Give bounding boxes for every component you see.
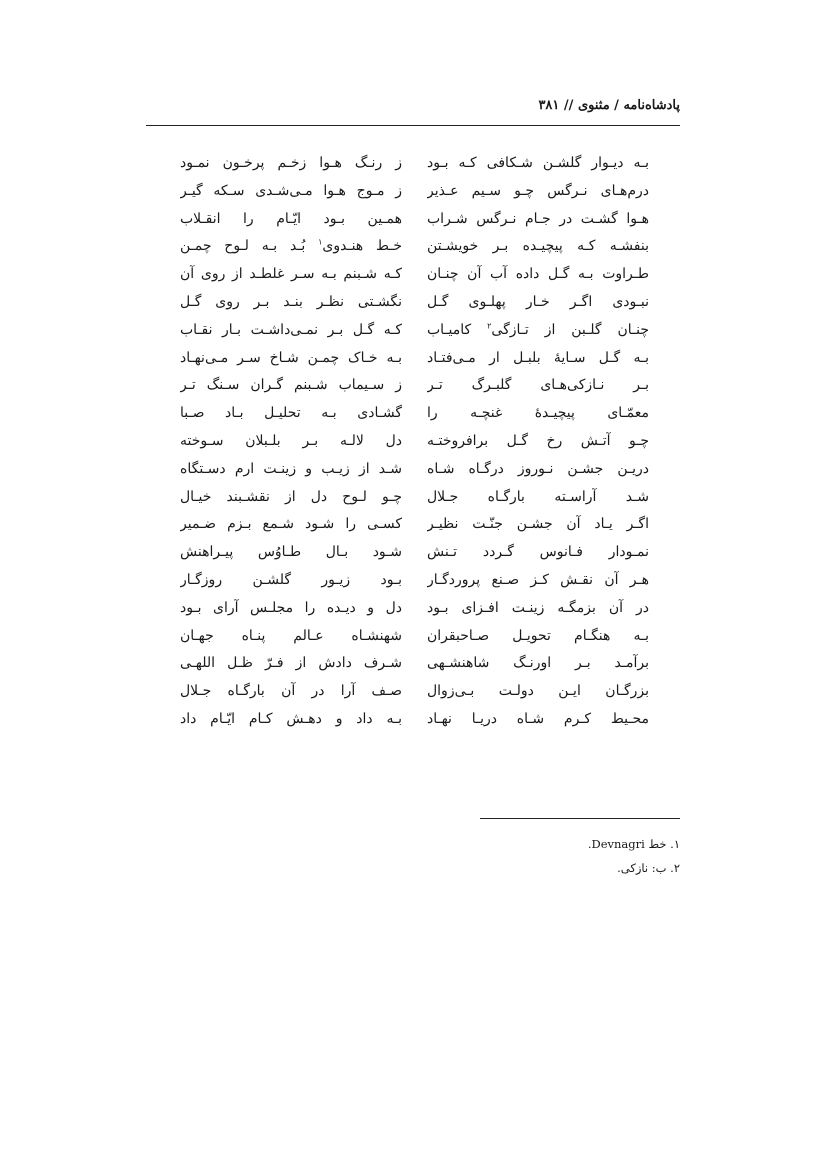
verse-line: صـف آرا در آن بارگـاه جـلال [180,683,402,700]
verse-line: بـه گـل سـایهٔ بلبـل ار مـی‌فتـاد [427,349,649,366]
verse-line: شـد از زیـب و زینـت ارم دسـتگاه [180,460,402,477]
verse-line: شـرف دادش از فـرّ ظـل اللهـی [180,655,402,672]
verse-line: چـو آتـش رخ گـل برافروختـه [427,432,649,449]
verse-line: نبـودی اگـر خـار پهلـوی گـل [427,293,649,310]
verse-line: اگـر یـاد آن جشـن جنّـت نظیـر [427,516,649,533]
poem-column-left [180,150,402,734]
verse-line: ز سـیماب شـبنم گـران سـنگ تـر [180,377,402,394]
verse-line: دل و دیـده را مجلـس آرای بـود [180,599,402,616]
footnote-marker: ۲ [487,321,492,331]
verse-line: بـه هنگـام تحویـل صـاحبقران [427,627,649,644]
verse-line: ز مـوج هـوا مـی‌شـدی سـکه گیـر [180,182,402,199]
header-divider [146,125,680,126]
verse-text: کامیـاب [427,321,488,338]
verse-line: بـود زیـور گلشـن روزگـار [180,571,402,588]
verse-line [427,317,649,345]
footnote-divider [480,818,680,819]
page-header-title: پادشاه‌نامه / مثنوی // ۳۸۱ [538,98,680,113]
verse-line: محـیط کـرم شـاه دریـا نهـاد [427,710,649,727]
verse-line: برآمـد بـر اورنـگ شاهنشـهی [427,655,649,672]
footnote-item: ۱. خط Devnagri. [587,837,680,851]
footnote-marker: ۱ [318,237,323,247]
verse-line: بـه دیـوار گلشـن شـکافی کـه بـود [427,155,649,171]
verse-line: چـو لـوح دل از نقشـبند خیـال [180,488,402,505]
verse-line: معمّـای پیچیـدهٔ غنچـه را [427,405,649,422]
verse-line: هـوا گشـت در جـام نـرگس شـراب [427,210,649,227]
verse-line: شـد آراسـته بارگـاه جـلال [427,488,649,505]
verse-line: در آن بزمگـه زینـت افـزای بـود [427,599,649,616]
verse-line: گشـادی بـه تحلیـل بـاد صـبا [180,405,402,422]
verse-line: نگشـتی نظـر بنـد بـر روی گـل [180,293,402,310]
verse-line: بـه داد و دهـش کـام ایّـام داد [180,710,402,727]
verse-line: ز رنـگ هـوا زخـم پرخـون نمـود [180,155,402,171]
verse-line: همـین بـود ایّـام را انقـلاب [180,210,402,227]
verse-line: بـه خـاک چمـن شـاخ سـر مـی‌نهـاد [180,349,402,366]
verse-line: کـه گـل بـر نمـی‌داشـت بـار نقـاب [180,321,402,338]
verse-line: کـه شـبنم بـه سـر غلطـد از روی آن [180,266,402,283]
verse-text: خـط هنـدوی [322,238,402,255]
verse-line: بزرگـان ایـن دولـت بـی‌زوال [427,683,649,700]
verse-line: بـر نـازکی‌هـای گلبـرگ تـر [427,377,649,394]
verse-line: هـر آن نقـش کـز صـنع پروردگـار [427,571,649,588]
verse-line: درم‌هـای نـرگس چـو سـیم عـذیر [427,182,649,199]
verse-line: دل لالـه بـر بلـبلان سـوخته [180,432,402,449]
verse-line: نمـودار فـانوس گـردد تـنش [427,544,649,561]
verse-line: شهنشـاه عـالم پنـاه جهـان [180,627,402,644]
running-header [146,98,680,124]
poem-column-right [427,150,649,734]
verse-line: بنفشـه کـه پیچیـده بـر خویشـتن [427,238,649,255]
verse-line: شـود بـال طـاوُس پیـراهنش [180,544,402,561]
verse-text: چنـان گلـبن از تـازگی [491,321,649,338]
verse-line: دریـن جشـن نـوروز درگـاه شـاه [427,460,649,477]
verse-line [180,233,402,261]
footnote-item: ۲. ب: نازکی. [617,861,680,875]
verse-line: طـراوت بـه گـل داده آب آن چنـان [427,266,649,283]
footnotes [480,832,680,880]
verse-text: بُـد بـه لـوح چمـن [180,238,319,255]
verse-line: کسـی را شـود شـمع بـزم ضـمیر [180,516,402,533]
